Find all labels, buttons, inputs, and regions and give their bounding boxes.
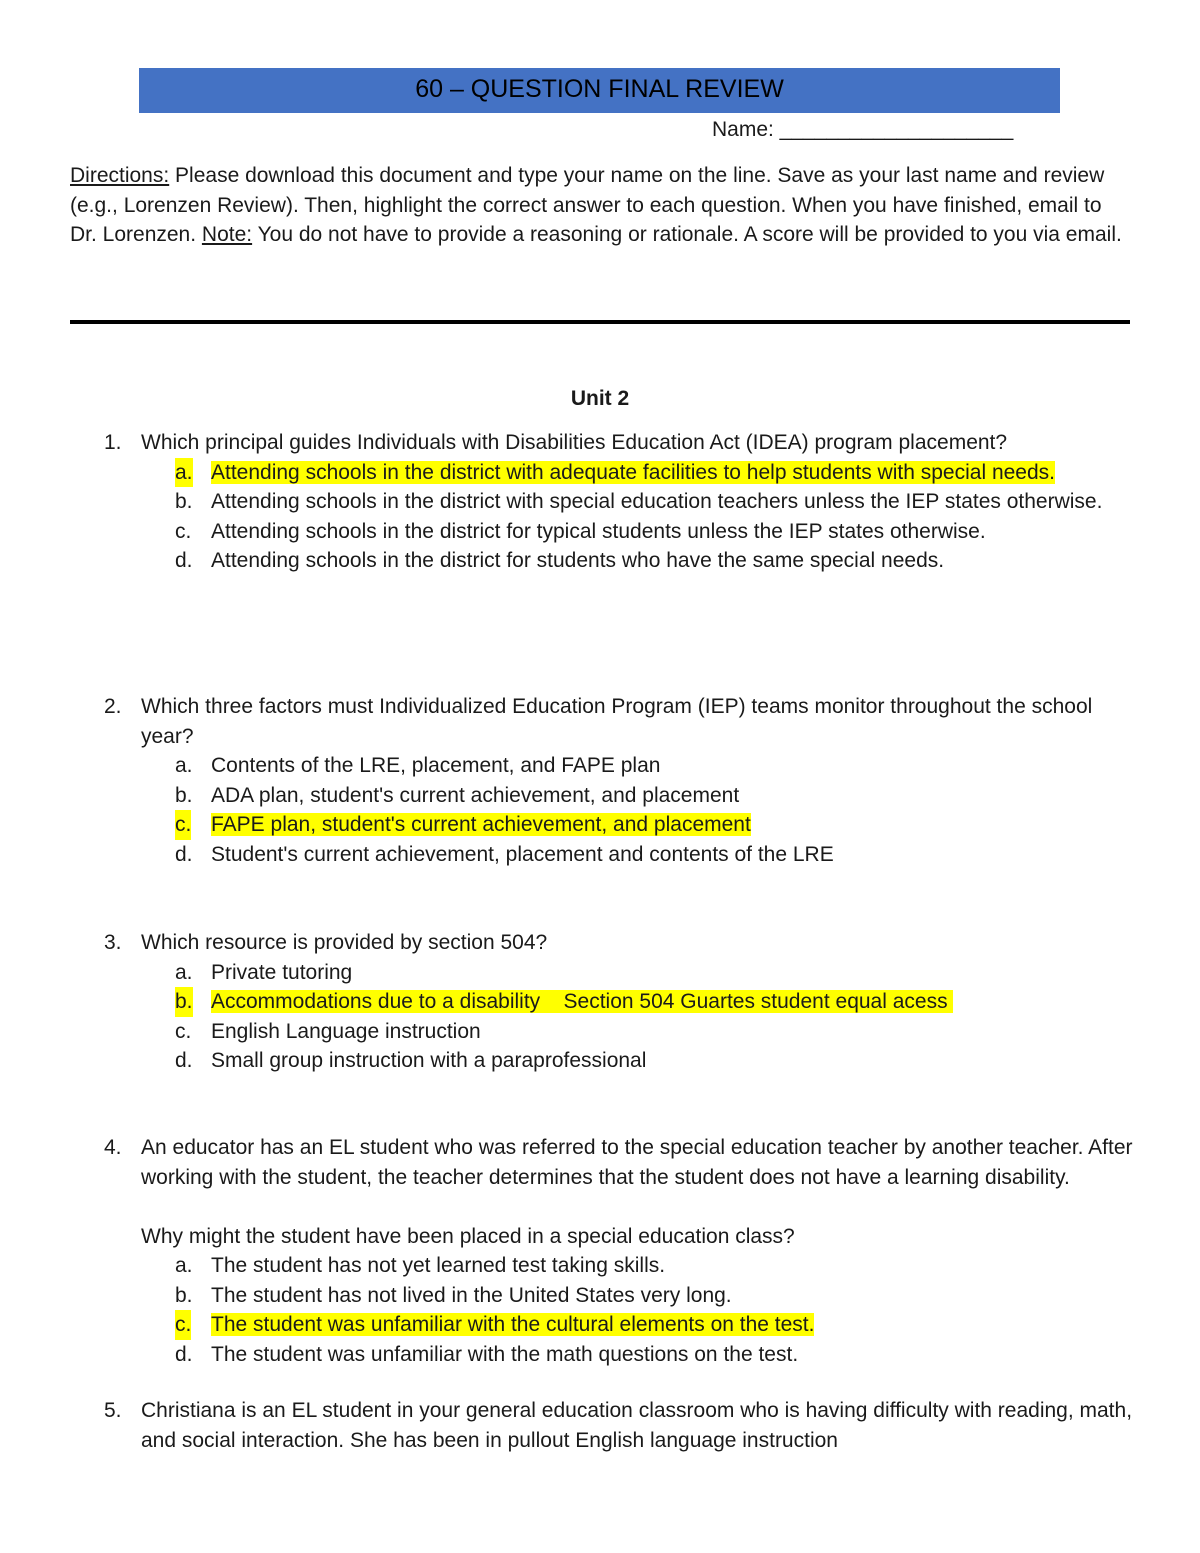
question-text: Christiana is an EL student in your general education classroom who is having difficulty with reading, math, and social interaction. She has been in pullout English language instruction <box>141 1399 1133 1452</box>
answer-options <box>104 1251 1134 1369</box>
option-text: English Language instruction <box>211 1019 481 1043</box>
answer-option-a[interactable] <box>104 751 1134 781</box>
question-number: 2. <box>104 695 122 718</box>
name-field[interactable]: Name: ____________________ <box>712 118 1014 141</box>
question-number: 1. <box>104 431 122 454</box>
option-text: Small group instruction with a paraprofessional <box>211 1049 647 1072</box>
answer-option-a[interactable] <box>104 958 1134 988</box>
question-4 <box>104 1133 1134 1369</box>
answer-option-a[interactable] <box>104 1251 1134 1281</box>
answer-option-b[interactable] <box>104 781 1134 811</box>
answer-options <box>104 458 1134 576</box>
answer-option-d[interactable] <box>104 840 1134 870</box>
answer-option-b[interactable] <box>104 987 1134 1017</box>
option-letter: a. <box>175 754 193 777</box>
answer-options <box>104 751 1134 869</box>
section-divider <box>70 320 1130 324</box>
option-text: FAPE plan, student's current achievement, and placement <box>211 813 751 836</box>
answer-option-d[interactable] <box>104 546 1134 576</box>
answer-option-b[interactable] <box>104 487 1134 517</box>
question-number: 4. <box>104 1136 122 1159</box>
answer-option-d[interactable] <box>104 1340 1134 1370</box>
option-letter: a. <box>175 1254 193 1277</box>
option-text: Contents of the LRE, placement, and FAPE plan <box>211 754 661 777</box>
option-text: The student was unfamiliar with the cultural elements on the test. <box>211 1313 815 1336</box>
question-5 <box>104 1396 1134 1455</box>
question-text: An educator has an EL student who was referred to the special education teacher by another teacher. After working with the student, the teacher determines that the student does not have a learning disability. <box>141 1136 1133 1189</box>
option-text: Attending schools in the district with adequate facilities to help students with special needs. <box>211 460 1055 484</box>
question-prompt: Why might the student have been placed in a special education class? <box>141 1224 795 1248</box>
option-letter: c. <box>175 1019 192 1043</box>
note-text: You do not have to provide a reasoning or rationale. A score will be provided to you via email. <box>252 223 1122 246</box>
unit-heading: Unit 2 <box>570 387 630 410</box>
answer-option-d[interactable] <box>104 1046 1134 1076</box>
directions-paragraph <box>70 161 1130 250</box>
option-text: The student was unfamiliar with the math questions on the test. <box>211 1342 799 1366</box>
directions-text: Please download this document and type your name on the line. Save as your last name and review (e.g., Lorenzen Review). Then, highlight the correct answer to each question. When you have finished, email to Dr. Lorenzen. <box>70 164 1105 246</box>
answer-option-c[interactable] <box>104 1017 1134 1047</box>
option-text: Accommodations due to a disability Section 504 Guartes student equal acess <box>211 990 954 1013</box>
question-text: Which principal guides Individuals with Disabilities Education Act (IDEA) program placement? <box>141 431 1008 454</box>
answer-option-a[interactable] <box>104 458 1134 488</box>
option-text: Attending schools in the district for typical students unless the IEP states otherwise. <box>211 519 986 543</box>
directions-label: Directions: <box>70 164 170 187</box>
option-letter: a. <box>175 458 193 488</box>
question-text: Which resource is provided by section 504? <box>141 931 548 954</box>
question-text: Which three factors must Individualized Education Program (IEP) teams monitor throughout the school year? <box>141 695 1093 748</box>
option-letter: c. <box>175 810 191 840</box>
option-letter: b. <box>175 1283 193 1307</box>
question-2 <box>104 692 1134 869</box>
option-text: Student's current achievement, placement and contents of the LRE <box>211 842 834 866</box>
option-text: The student has not lived in the United States very long. <box>211 1283 732 1307</box>
option-letter: d. <box>175 1342 193 1366</box>
option-letter: b. <box>175 987 193 1017</box>
note-label: Note: <box>201 223 253 246</box>
question-number: 5. <box>104 1399 122 1422</box>
question-number: 3. <box>104 931 122 954</box>
answer-option-b[interactable] <box>104 1281 1134 1311</box>
option-letter: b. <box>175 783 193 807</box>
option-letter: d. <box>175 549 193 572</box>
option-letter: d. <box>175 1049 193 1072</box>
option-letter: d. <box>175 842 193 866</box>
option-letter: c. <box>175 1310 191 1340</box>
option-text: The student has not yet learned test taking skills. <box>211 1254 666 1277</box>
question-1 <box>104 428 1134 576</box>
option-text: ADA plan, student's current achievement, and placement <box>211 783 740 807</box>
answer-option-c[interactable] <box>104 517 1134 547</box>
answer-option-c[interactable] <box>104 810 1134 840</box>
answer-option-c[interactable] <box>104 1310 1134 1340</box>
page-title: 60 – QUESTION FINAL REVIEW <box>139 68 1060 113</box>
answer-options <box>104 958 1134 1076</box>
option-letter: c. <box>175 519 192 543</box>
option-letter: b. <box>175 490 193 513</box>
option-text: Attending schools in the district for students who have the same special needs. <box>211 549 945 572</box>
option-text: Private tutoring <box>211 960 353 984</box>
option-letter: a. <box>175 960 193 984</box>
option-text: Attending schools in the district with special education teachers unless the IEP states otherwise. <box>211 490 1103 513</box>
question-3 <box>104 928 1134 1076</box>
